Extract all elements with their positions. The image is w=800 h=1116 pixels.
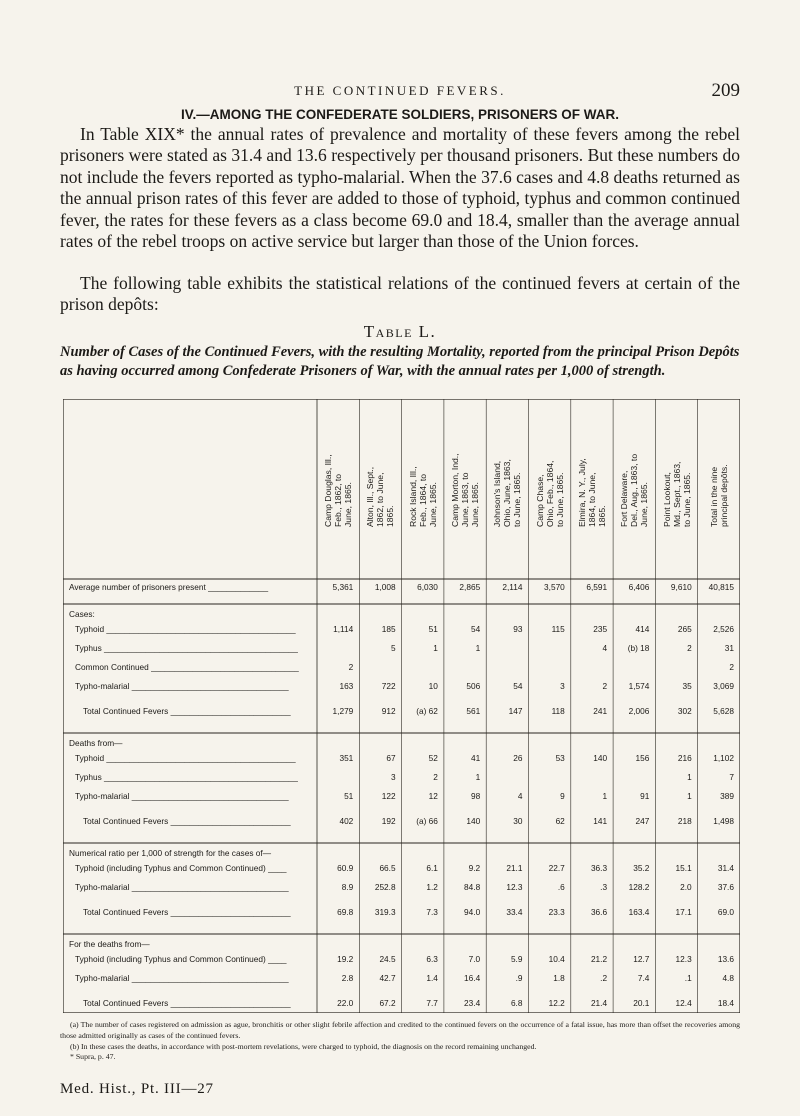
- paragraph-2: The following table exhibits the statistical relations of the continued fevers at certain of the prison depôts:: [60, 273, 740, 315]
- table-cell: 6,406: [628, 582, 650, 592]
- table-cell: 265: [677, 624, 692, 634]
- table-cell: 1: [687, 791, 692, 801]
- table-cell: 93: [513, 624, 523, 634]
- table-cell: 163.4: [628, 907, 650, 917]
- section-heading: IV.—AMONG THE CONFEDERATE SOLDIERS, PRISONERS OF WAR.: [180, 107, 620, 122]
- table-cell: 241: [593, 706, 608, 716]
- table-cell: 2: [687, 643, 692, 653]
- row-label: Typhoid _________________________________________: [75, 753, 296, 763]
- table-cell: 40,815: [708, 582, 734, 592]
- column-header-label: Alton, Ill., Sept., 1862, to June, 1865.: [365, 466, 396, 527]
- footnotes: [60, 1020, 740, 1063]
- table-cell: 16.4: [464, 973, 481, 983]
- table-cell: 6,591: [586, 582, 608, 592]
- table-cell: 10.4: [548, 954, 565, 964]
- table-cell: 5,361: [332, 582, 354, 592]
- table-cell: 506: [466, 681, 481, 691]
- footnote-a: (a) The number of cases registered on admission as ague, bronchitis or other slight febrile affection and credited to the continued fevers on the occurrence of a fatal issue, has more than offset the recoveries among those admitted originally as cases of the continued fevers.: [60, 1020, 740, 1040]
- row-label: Total Continued Fevers __________________________: [83, 706, 291, 716]
- table-cell: 4: [602, 643, 608, 653]
- table-cell: 1.8: [553, 973, 565, 983]
- table-cell: 912: [381, 706, 396, 716]
- table-cell: (b) 18: [627, 643, 650, 653]
- column-header-label: Johnson's Island, Ohio, June, 1863, to June, 1865.: [492, 459, 523, 527]
- page-number: 209: [711, 80, 740, 101]
- table-cell: 42.7: [379, 973, 396, 983]
- table-cell: 22.7: [548, 863, 565, 873]
- table-cell: 414: [635, 624, 650, 634]
- section-heading-row: Numerical ratio per 1,000 of strength for the cases of—: [69, 848, 271, 858]
- table-cell: 147: [508, 706, 523, 716]
- table-cell: 69.0: [717, 907, 734, 917]
- table-cell: 235: [593, 624, 608, 634]
- running-head-title: THE CONTINUED FEVERS.: [294, 83, 506, 98]
- row-label: Typho-malarial __________________________________: [75, 681, 289, 691]
- table-cell: 1: [687, 772, 692, 782]
- table-cell: 66.5: [379, 863, 396, 873]
- table-cell: 2: [433, 772, 438, 782]
- table-cell: 12.4: [675, 998, 692, 1008]
- table-cell: 7: [729, 772, 734, 782]
- table-cell: 2,006: [628, 706, 650, 716]
- table-cell: 1,279: [332, 706, 354, 716]
- row-label: Typhus __________________________________________: [75, 643, 298, 653]
- table-cell: 84.8: [464, 882, 481, 892]
- table-cell: 6.3: [426, 954, 438, 964]
- table-cell: 23.4: [464, 998, 481, 1008]
- table-cell: 561: [466, 706, 481, 716]
- table-cell: 91: [640, 791, 650, 801]
- table-cell: 122: [381, 791, 396, 801]
- column-header: [444, 401, 486, 579]
- column-header-label: Rock Island, Ill., Feb., 1864, to June, 1865.: [407, 466, 438, 527]
- table-cell: 31.4: [717, 863, 734, 873]
- table-cell: 67.2: [379, 998, 396, 1008]
- column-header: [613, 401, 655, 579]
- running-head: [60, 80, 740, 102]
- table-cell: 37.6: [717, 882, 734, 892]
- row-label: Typho-malarial __________________________________: [75, 882, 289, 892]
- table-cell: 5,628: [713, 706, 734, 716]
- row-label: Total Continued Fevers __________________________: [83, 907, 291, 917]
- table-cell: 30: [513, 816, 523, 826]
- table-cell: 9: [560, 791, 565, 801]
- table-cell: 115: [551, 624, 565, 634]
- table-cell: 163: [339, 681, 354, 691]
- table-cell: (a) 66: [416, 816, 438, 826]
- row-label: Typhus __________________________________________: [75, 772, 298, 782]
- column-header-label: Elmira, N. Y., July, 1864, to June, 1865.: [576, 458, 607, 527]
- table-cell: 13.6: [717, 954, 734, 964]
- row-label: Typhoid (including Typhus and Common Continued) ____: [75, 863, 287, 873]
- table-cell: .9: [515, 973, 523, 983]
- table-cell: 128.2: [628, 882, 650, 892]
- footer-signature: Med. Hist., Pt. III—27: [60, 1081, 214, 1097]
- table-cell: 302: [677, 706, 692, 716]
- table-cell: 54: [513, 681, 523, 691]
- table-cell: 94.0: [464, 907, 481, 917]
- table-cell: 722: [381, 681, 396, 691]
- table-cell: .2: [600, 973, 608, 983]
- table-cell: 185: [381, 624, 396, 634]
- footnote-b: (b) In these cases the deaths, in accordance with post-mortem revelations, were charged to typhoid, the diagnosis on the record remaining unchanged.: [70, 1041, 537, 1051]
- table-cell: 8.9: [341, 882, 354, 892]
- table-cell: 67: [386, 753, 396, 763]
- table-cell: 12.3: [675, 954, 692, 964]
- table-label: Table L.: [363, 322, 437, 341]
- table-cell: 9.2: [468, 863, 481, 873]
- table-cell: 69.8: [337, 907, 354, 917]
- table-cell: 1,114: [333, 624, 354, 634]
- row-label: Typhoid (including Typhus and Common Continued) ____: [75, 954, 287, 964]
- table-cell: 9,610: [670, 582, 692, 592]
- table-cell: 1,498: [713, 816, 734, 826]
- table-cell: 192: [381, 816, 396, 826]
- table-cell: 7.3: [426, 907, 438, 917]
- column-header-label: Camp Chase, Ohio, Feb., 1864, to June, 1865.: [534, 460, 565, 527]
- column-header: [359, 401, 401, 579]
- table-cell: 21.4: [590, 998, 608, 1008]
- table-cell: 1: [433, 643, 438, 653]
- table-cell: 402: [339, 816, 354, 826]
- column-header: [655, 401, 697, 579]
- table-cell: 156: [635, 753, 650, 763]
- column-header-label: Fort Delaware, Del., Aug., 1863, to June, 1865.: [619, 453, 650, 527]
- table-cell: 15.1: [675, 863, 692, 873]
- table-cell: 23.3: [548, 907, 565, 917]
- table-cell: 2.0: [680, 882, 692, 892]
- table-cell: 3: [560, 681, 565, 691]
- column-header-label: Camp Morton, Ind., June, 1863, to June, 1865.: [450, 453, 481, 527]
- table-cell: 141: [593, 816, 608, 826]
- table-cell: 21.2: [590, 954, 608, 964]
- table-cell: 6.8: [510, 998, 523, 1008]
- table-cell: 1.2: [426, 882, 438, 892]
- column-header: [571, 401, 613, 579]
- table-cell: 36.3: [590, 863, 608, 873]
- table-cell: 2,865: [459, 582, 481, 592]
- table-cell: 51: [344, 791, 354, 801]
- column-header-label: Camp Douglas, Ill., Feb., 1862, to June, 1865.: [323, 454, 354, 527]
- table-cell: 26: [513, 753, 523, 763]
- table-cell: 3,570: [544, 582, 565, 592]
- table-cell: .6: [557, 882, 565, 892]
- table-cell: 1.4: [426, 973, 438, 983]
- table-cell: 2,114: [502, 582, 523, 592]
- column-header: [402, 401, 444, 579]
- table-cell: 351: [339, 753, 354, 763]
- table-cell: 31: [724, 643, 734, 653]
- table-cell: 218: [677, 816, 692, 826]
- table-cell: 60.9: [337, 863, 354, 873]
- table-cell: 1,574: [628, 681, 650, 691]
- column-header-label: Total in the nine principal depôts.: [708, 464, 729, 527]
- table-cell: 1: [475, 772, 481, 782]
- table-cell: 319.3: [374, 907, 396, 917]
- column-header-label: Point Lookout, Md., Sept., 1863, to June, 1865.: [661, 461, 692, 527]
- table-cell: 36.6: [590, 907, 608, 917]
- table-cell: 389: [720, 791, 734, 801]
- table-cell: 1: [602, 791, 608, 801]
- table-cell: 35: [682, 681, 692, 691]
- statistics-table: [63, 399, 740, 1013]
- table-cell: 3: [390, 772, 396, 782]
- table-cell: 118: [551, 706, 565, 716]
- column-header: [317, 401, 359, 579]
- table-cell: 62: [555, 816, 565, 826]
- table-cell: 7.0: [468, 954, 481, 964]
- table-cell: 98: [470, 791, 481, 801]
- row-label: Average number of prisoners present _____________: [69, 582, 269, 592]
- table-cell: 54: [470, 624, 481, 634]
- row-label: Common Continued ________________________________: [75, 662, 299, 672]
- section-heading-row: Cases:: [69, 609, 95, 619]
- table-cell: 41: [470, 753, 481, 763]
- table-cell: 1,008: [374, 582, 396, 592]
- section-heading-row: Deaths from—: [69, 738, 123, 748]
- table-cell: 5.9: [510, 954, 523, 964]
- section-heading-row: For the deaths from—: [69, 939, 150, 949]
- table-cell: 2: [348, 662, 354, 672]
- table-cell: 140: [593, 753, 608, 763]
- table-cell: 6,030: [417, 582, 438, 592]
- row-label: Typho-malarial __________________________________: [75, 973, 289, 983]
- row-label: Typho-malarial __________________________________: [75, 791, 289, 801]
- table-cell: 2: [729, 662, 734, 672]
- table-cell: 3,069: [713, 681, 734, 691]
- table-cell: .3: [600, 882, 608, 892]
- table-cell: 51: [428, 624, 438, 634]
- table-cell: 17.1: [675, 907, 692, 917]
- row-label: Typhoid _________________________________________: [75, 624, 296, 634]
- table-cell: 247: [635, 816, 650, 826]
- table-cell: 12.7: [633, 954, 650, 964]
- table-cell: 216: [677, 753, 692, 763]
- paragraph-1: In Table XIX* the annual rates of prevalence and mortality of these fevers among the rebel prisoners were stated as 31.4 and 13.6 respectively per thousand prisoners. But these numbers do not include the fevers reported as typho-malarial. When the 37.6 cases and 4.8 deaths returned as the annual prison rates of this fever are added to those of typhoid, typhus and common continued fever, the rates for these fevers as a class become 69.0 and 18.4, smaller than the average annual rates of the rebel troops on active service but larger than those of the Union forces.: [60, 124, 740, 252]
- table-cell: 19.2: [337, 954, 354, 964]
- column-header: [529, 401, 571, 579]
- table-cell: 2.8: [341, 973, 354, 983]
- table-cell: 20.1: [633, 998, 650, 1008]
- table-cell: 52: [428, 753, 438, 763]
- column-header: [486, 401, 528, 579]
- table-cell: (a) 62: [416, 706, 438, 716]
- table-cell: .1: [684, 973, 692, 983]
- column-header: [698, 401, 740, 579]
- footnote-supra: * Supra, p. 47.: [70, 1052, 116, 1062]
- table-cell: 6.1: [426, 863, 438, 873]
- table-cell: 21.1: [506, 863, 523, 873]
- table-cell: 24.5: [379, 954, 396, 964]
- table-cell: 252.8: [374, 882, 396, 892]
- table-cell: 7.4: [637, 973, 650, 983]
- table-cell: 2: [602, 681, 608, 691]
- row-label: Total Continued Fevers __________________________: [83, 998, 291, 1008]
- table-cell: 5: [390, 643, 396, 653]
- table-cell: 33.4: [506, 907, 523, 917]
- table-caption: Number of Cases of the Continued Fevers, with the resulting Mortality, reported from the principal Prison Depôts as having occurred among Confederate Prisoners of War, with the annual rates per 1,000 of strength.: [60, 344, 740, 379]
- table-cell: 35.2: [633, 863, 650, 873]
- table-cell: 4: [517, 791, 523, 801]
- table-cell: 12.3: [506, 882, 523, 892]
- table-cell: 53: [555, 753, 565, 763]
- row-label: Total Continued Fevers __________________________: [83, 816, 291, 826]
- table-cell: 12.2: [548, 998, 565, 1008]
- table-cell: 7.7: [426, 998, 438, 1008]
- table-cell: 10: [428, 681, 438, 691]
- table-cell: 1,102: [713, 753, 734, 763]
- table-cell: 22.0: [337, 998, 354, 1008]
- table-cell: 4.8: [722, 973, 734, 983]
- table-cell: 2,526: [713, 624, 734, 634]
- table-cell: 12: [428, 791, 438, 801]
- table-cell: 18.4: [717, 998, 734, 1008]
- table-cell: 1: [475, 643, 481, 653]
- table-cell: 140: [466, 816, 481, 826]
